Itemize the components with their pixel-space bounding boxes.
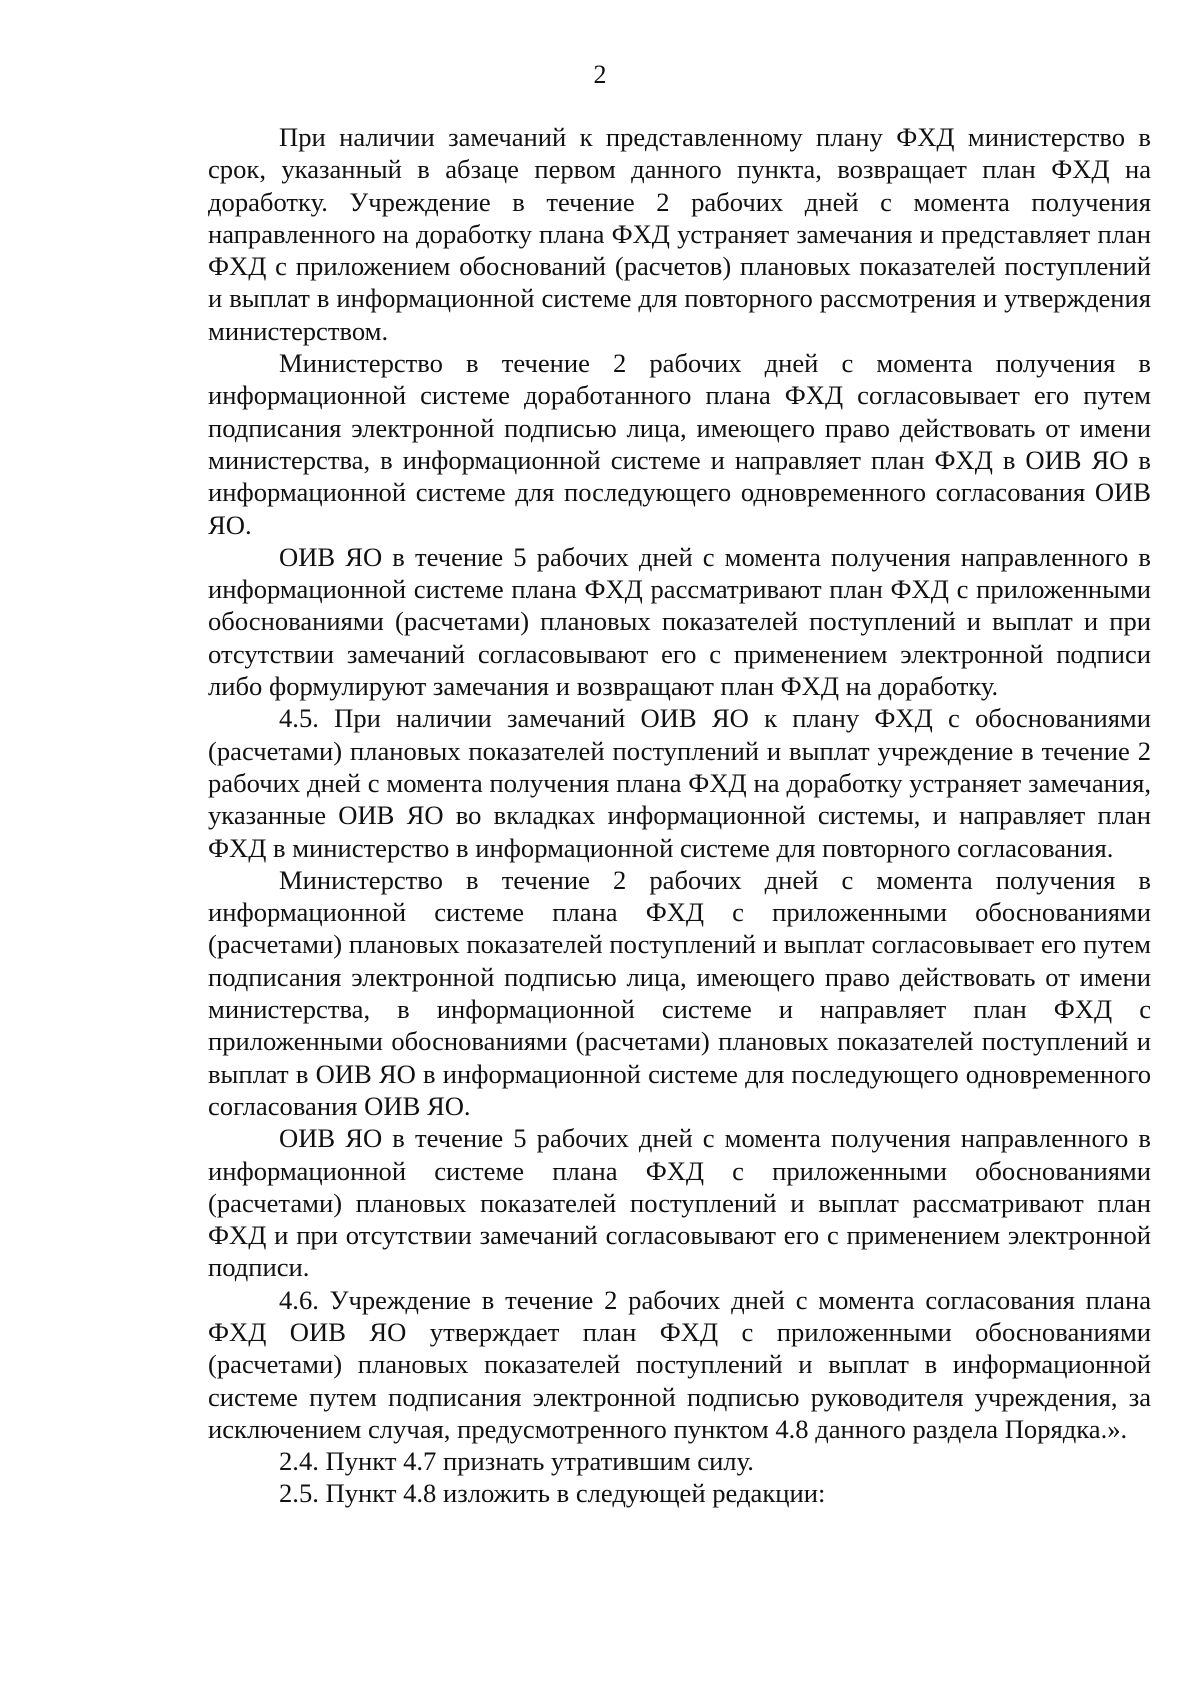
paragraph: Министерство в течение 2 рабочих дней с момента получения в информационной системе плана ФХД с приложенными обоснованиями (расчетами) плановых показателей поступлений и выплат согласовывает его путем подписания электронной подписью лица, имеющего право действовать от имени министерства, в информационной системе и направляет план ФХД с приложенными обоснованиями (расчетами) плановых показателей поступлений и выплат в ОИВ ЯО в информационной системе для последующего одновременного согласования ОИВ ЯО. <box>208 864 1151 1121</box>
paragraph: 4.6. Учреждение в течение 2 рабочих дней с момента согласования плана ФХД ОИВ ЯО утверждает план ФХД с приложенными обоснованиями (расчетами) плановых показателей поступлений и выплат в информационной системе путем подписания электронной подписью руководителя учреждения, за исключением случая, предусмотренного пунктом 4.8 данного раздела Порядка.». <box>208 1284 1151 1444</box>
paragraph: ОИВ ЯО в течение 5 рабочих дней с момента получения направленного в информационной системе плана ФХД с приложенными обоснованиями (расчетами) плановых показателей поступлений и выплат рассматривают план ФХД и при отсутствии замечаний согласовывают его с применением электронной подписи. <box>208 1123 1151 1283</box>
paragraph: 2.4. Пункт 4.7 признать утратившим силу. <box>279 1446 754 1477</box>
page-number: 2 <box>593 60 607 89</box>
paragraph: 2.5. Пункт 4.8 изложить в следующей редакции: <box>279 1478 826 1509</box>
paragraph: ОИВ ЯО в течение 5 рабочих дней с момента получения направленного в информационной системе плана ФХД рассматривают план ФХД с приложенными обоснованиями (расчетами) плановых показателей поступлений и выплат и при отсутствии замечаний согласовывают его с применением электронной подписи либо формулируют замечания и возвращают план ФХД на доработку. <box>208 541 1151 702</box>
document-body <box>208 121 1151 1510</box>
paragraph: Министерство в течение 2 рабочих дней с момента получения в информационной системе доработанного плана ФХД согласовывает его путем подписания электронной подписью лица, имеющего право действовать от имени министерства, в информационной системе и направляет план ФХД в ОИВ ЯО в информационной системе для последующего одновременного согласования ОИВ ЯО. <box>208 348 1151 540</box>
paragraph: 4.5. При наличии замечаний ОИВ ЯО к плану ФХД с обоснованиями (расчетами) плановых показателей поступлений и выплат учреждение в течение 2 рабочих дней с момента получения плана ФХД на доработку устраняет замечания, указанные ОИВ ЯО во вкладках информационной системы, и направляет план ФХД в министерство в информационной системе для повторного согласования. <box>208 703 1151 863</box>
paragraph: При наличии замечаний к представленному плану ФХД министерство в срок, указанный в абзаце первом данного пункта, возвращает план ФХД на доработку. Учреждение в течение 2 рабочих дней с момента получения направленного на доработку плана ФХД устраняет замечания и представляет план ФХД с приложением обоснований (расчетов) плановых показателей поступлений и выплат в информационной системе для повторного рассмотрения и утверждения министерством. <box>208 122 1151 346</box>
